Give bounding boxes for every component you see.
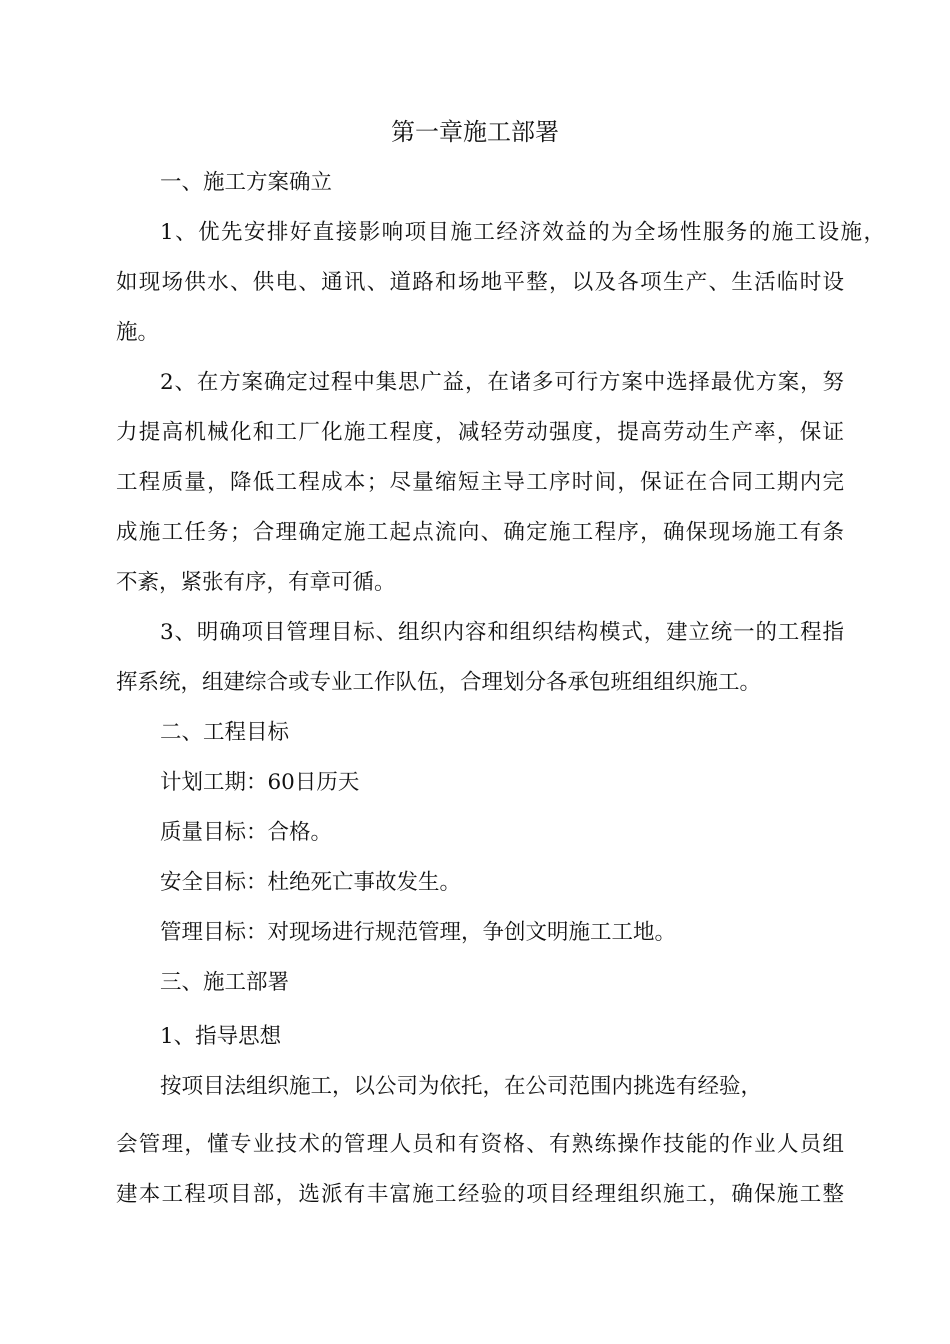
target-safety: 安全目标：杜绝死亡事故发生。	[160, 870, 462, 895]
paragraph-line: 施。	[116, 320, 160, 345]
paragraph-line: 工程质量，降低工程成本；尽量缩短主导工序时间，保证在合同工期内完	[116, 470, 844, 495]
paragraph-line: 挥系统，组建综合或专业工作队伍，合理划分各承包班组组织施工。	[116, 670, 762, 695]
target-schedule: 计划工期：60日历天	[160, 770, 360, 795]
chapter-title: 第一章施工部署	[391, 118, 559, 146]
paragraph-line: 2、在方案确定过程中集思广益，在诸多可行方案中选择最优方案，努	[160, 370, 844, 395]
paragraph-line: 建本工程项目部，选派有丰富施工经验的项目经理组织施工，确保施工整	[116, 1182, 844, 1207]
paragraph-line: 不紊，紧张有序，有章可循。	[116, 570, 396, 595]
paragraph-line: 按项目法组织施工，以公司为依托，在公司范围内挑选有经验，	[160, 1074, 763, 1099]
target-quality: 质量目标：合格。	[160, 820, 333, 845]
paragraph-line: 3、明确项目管理目标、组织内容和组织结构模式，建立统一的工程指	[160, 620, 844, 645]
paragraph-line: 如现场供水、供电、通讯、道路和场地平整，以及各项生产、生活临时设	[116, 270, 844, 295]
section-heading-3: 三、施工部署	[160, 970, 290, 995]
paragraph-line: 成施工任务；合理确定施工起点流向、确定施工程序，确保现场施工有条	[116, 520, 844, 545]
target-management: 管理目标：对现场进行规范管理，争创文明施工工地。	[160, 920, 677, 945]
paragraph-line: 1、优先安排好直接影响项目施工经济效益的为全场性服务的施工设施，	[160, 220, 885, 245]
section-heading-2: 二、工程目标	[160, 720, 290, 745]
paragraph-line: 力提高机械化和工厂化施工程度，减轻劳动强度，提高劳动生产率，保证	[116, 420, 844, 445]
subsection-heading: 1、指导思想	[160, 1024, 282, 1049]
section-heading-1: 一、施工方案确立	[160, 170, 333, 195]
paragraph-line: 会管理，懂专业技术的管理人员和有资格、有熟练操作技能的作业人员组	[116, 1132, 844, 1157]
